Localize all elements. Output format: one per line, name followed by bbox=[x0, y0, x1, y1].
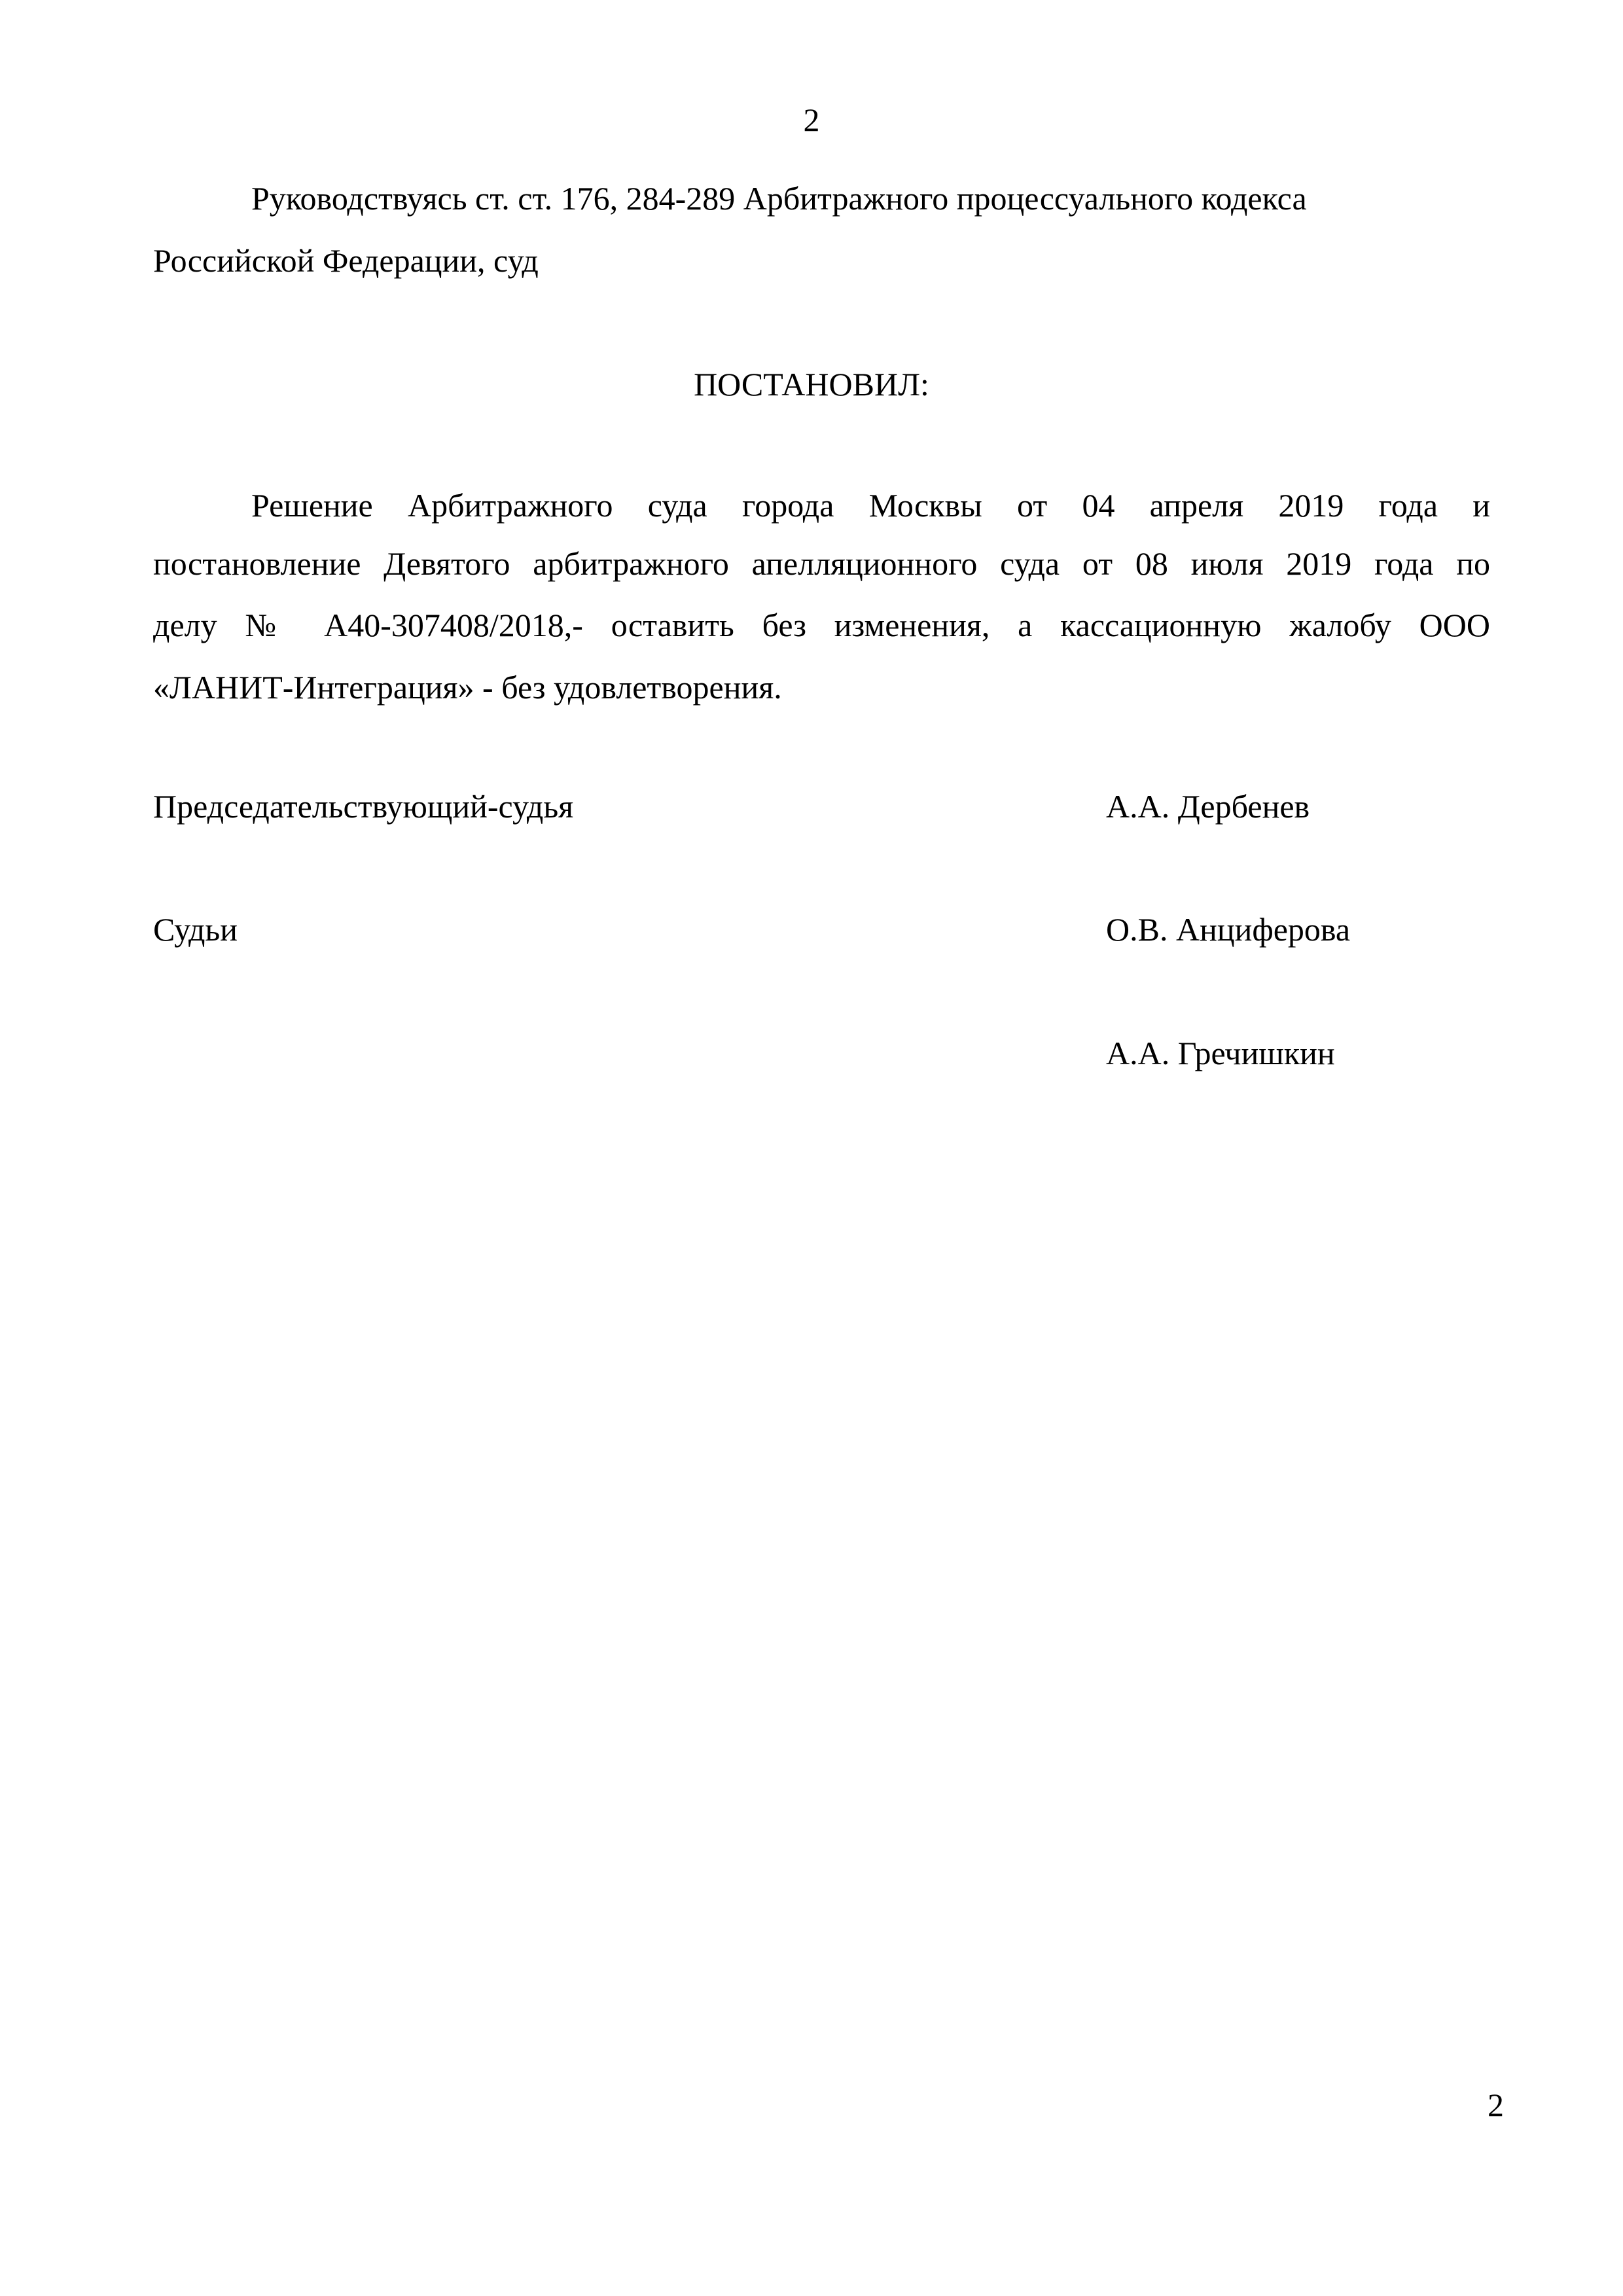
resolution-line-2: постановление Девятого арбитражного апелляционного суда от 08 июля 2019 года по bbox=[153, 545, 1490, 582]
presiding-judge-title: Председательствующий-судья bbox=[153, 788, 574, 825]
resolution-line-3: делу № А40-307408/2018,- оставить без изменения, а кассационную жалобу ООО bbox=[153, 607, 1490, 643]
intro-line-2: Российской Федерации, суд bbox=[153, 242, 539, 279]
page-number-top: 2 bbox=[803, 101, 820, 138]
judge-name-2: А.А. Гречишкин bbox=[1106, 1035, 1335, 1071]
presiding-judge-name: А.А. Дербенев bbox=[1106, 788, 1310, 825]
resolution-line-4: «ЛАНИТ-Интеграция» - без удовлетворения. bbox=[153, 669, 782, 706]
judge-name-1: О.В. Анциферова bbox=[1106, 911, 1351, 948]
resolution-line-1: Решение Арбитражного суда города Москвы от 04 апреля 2019 года и bbox=[251, 487, 1490, 524]
judges-title: Судьи bbox=[153, 911, 238, 948]
intro-line-1: Руководствуясь ст. ст. 176, 284-289 Арбитражного процессуального кодекса bbox=[251, 180, 1307, 217]
page-number-bottom: 2 bbox=[1488, 2087, 1504, 2123]
decision-heading: ПОСТАНОВИЛ: bbox=[694, 366, 929, 403]
